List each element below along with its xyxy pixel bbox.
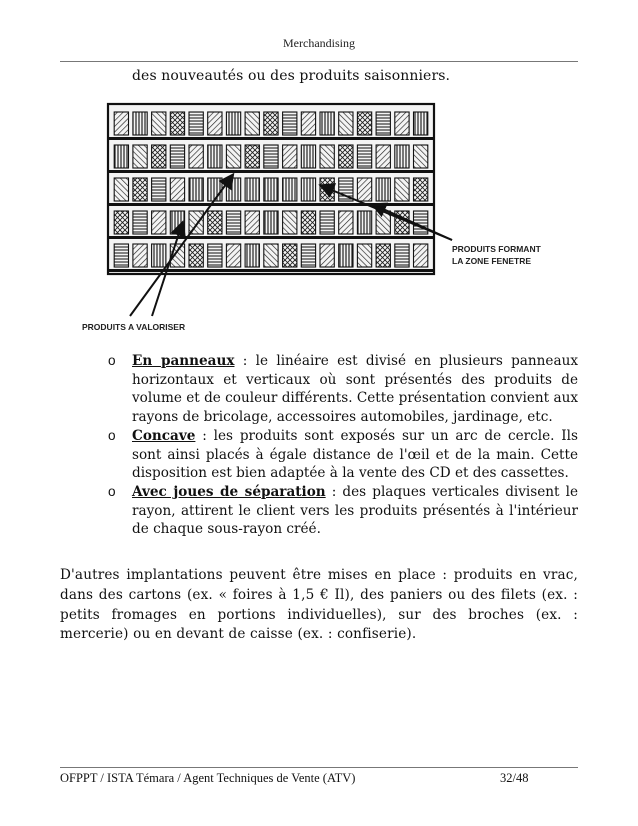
label-window-line1: PRODUITS FORMANT [452,244,541,254]
product-facing [133,178,147,201]
bullet-marker-icon: o [108,427,116,443]
product-facing [357,244,371,267]
bullet-term: Concave [132,427,196,444]
intro-line: des nouveautés ou des produits saisonniers. [132,68,451,84]
product-facing [376,112,390,135]
shelf-board [108,269,434,272]
bullet-marker-icon: o [108,353,116,368]
product-facing [320,145,334,168]
product-facing [245,244,259,267]
product-facing [245,178,259,201]
bullet-term: Avec joues de séparation [132,483,326,500]
header-rule [60,61,578,62]
footer-rule [60,767,578,768]
product-facing [226,211,240,234]
product-facing [301,244,315,267]
product-facing [133,145,147,168]
product-facing [208,178,222,201]
product-facing [395,244,409,267]
shelf-board [108,236,434,239]
product-facing [414,178,428,201]
product-facing [320,211,334,234]
bullet-item [108,427,578,483]
shelf-diagram [60,90,578,346]
bullet-text: : le linéaire est divisé en plusieurs panneaux horizontaux et verticaux où sont présentés des produits de volume et de couleur différents. Cette présentation convient aux rayons de bricolage, accessoires automobiles, jardinage, etc. [132,353,578,426]
product-facing [189,244,203,267]
bullet-item [108,483,578,539]
product-facing [301,211,315,234]
product-facing [208,112,222,135]
product-facing [152,145,166,168]
product-facing [226,145,240,168]
product-facing [189,145,203,168]
shelf-board [108,170,434,173]
product-facing [283,178,297,201]
product-facing [376,145,390,168]
shelf-board [108,137,434,140]
product-facing [114,112,128,135]
product-facing [339,211,353,234]
product-facing [264,244,278,267]
product-facing [414,211,428,234]
product-facing [414,145,428,168]
product-facing [395,112,409,135]
product-facing [245,145,259,168]
product-facing [357,112,371,135]
product-facing [283,145,297,168]
product-facing [301,112,315,135]
product-facing [114,244,128,267]
product-facing [357,211,371,234]
product-facing [376,178,390,201]
product-facing [133,211,147,234]
product-facing [301,178,315,201]
product-facing [226,244,240,267]
bullet-text: : des plaques verticales divisent le rayon, attirent le client vers les produits présentés à l'intérieur de chaque sous-rayon créé. [132,483,578,538]
product-facing [170,145,184,168]
footer-source: OFPPT / ISTA Témara / Agent Techniques de Vente (ATV) [60,771,356,785]
product-facing [320,244,334,267]
bullet-text: : les produits sont exposés sur un arc de cercle. Ils sont ainsi placés à égale distance de l'œil et de la main. Cette disposition est bien adaptée à la vente des CD et des cassettes. [132,427,578,482]
product-facing [189,112,203,135]
product-facing [208,211,222,234]
product-facing [283,244,297,267]
product-facing [133,112,147,135]
product-facing [133,244,147,267]
label-window-line2: LA ZONE FENETRE [452,256,532,266]
product-facing [208,145,222,168]
product-facing [152,178,166,201]
product-facing [339,145,353,168]
product-facing [264,145,278,168]
product-facing [114,145,128,168]
product-facing [152,244,166,267]
shelf-board [108,203,434,206]
body-paragraph: D'autres implantations peuvent être mises en place : produits en vrac, dans des cartons (ex. « foires à 1,5 € Il), des paniers ou des filets (ex. : petits fromages en portions individuelles), sur des broches (ex. : mercerie) ou en devant de caisse (ex. : confiserie). [60,567,578,643]
bullet-marker-icon: o [108,483,116,499]
product-facing [376,244,390,267]
bullet-list [108,352,578,539]
product-facing [395,178,409,201]
product-facing [357,145,371,168]
bullet-item [108,352,578,427]
page-header-title: Merchandising [283,36,355,50]
product-facing [414,244,428,267]
product-facing [283,211,297,234]
shelf-figure [60,90,578,346]
product-facing [264,211,278,234]
product-facing [152,211,166,234]
product-facing [208,244,222,267]
product-facing [339,244,353,267]
product-facing [245,112,259,135]
product-facing [320,112,334,135]
product-facing [395,145,409,168]
bullet-term: En panneaux [132,353,235,369]
product-facing [245,211,259,234]
product-facing [357,178,371,201]
product-facing [114,211,128,234]
product-facing [301,145,315,168]
footer-page-number: 32/48 [500,771,529,785]
product-facing [170,112,184,135]
product-facing [264,112,278,135]
label-valorize: PRODUITS A VALORISER [82,322,186,332]
product-facing [152,112,166,135]
product-facing [264,178,278,201]
product-facing [339,112,353,135]
product-facing [114,178,128,201]
product-facing [226,112,240,135]
product-facing [283,112,297,135]
product-facing [170,178,184,201]
product-facing [414,112,428,135]
product-facing [170,211,184,234]
product-facing [189,178,203,201]
